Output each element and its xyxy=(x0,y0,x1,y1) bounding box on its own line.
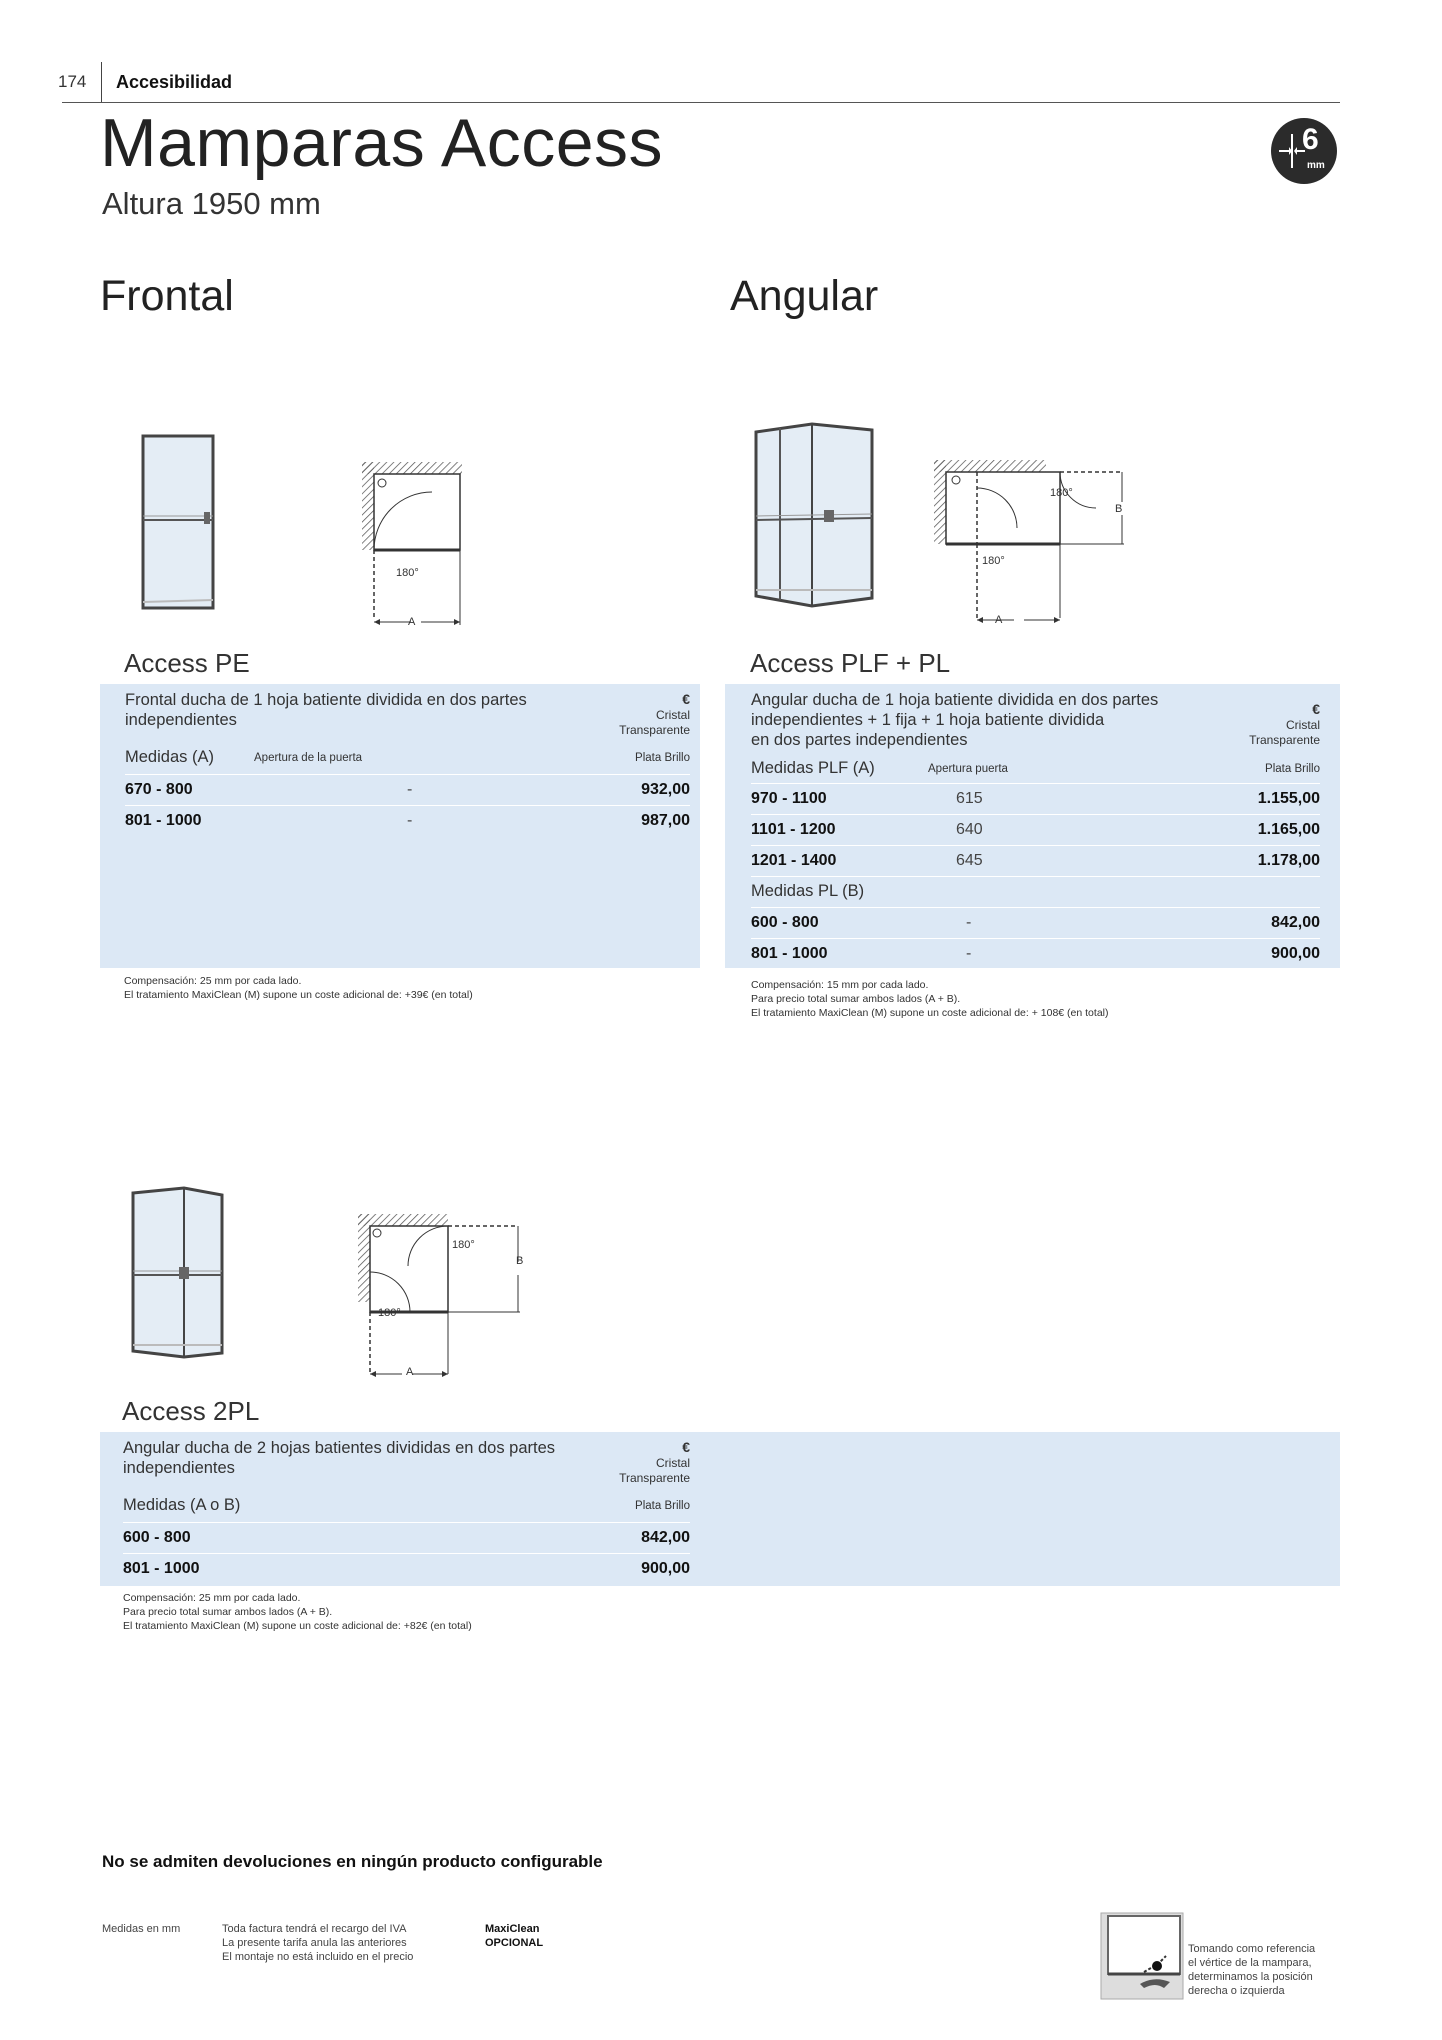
table-row xyxy=(751,845,1320,877)
access-2pl-product-image xyxy=(128,1185,228,1361)
table-row xyxy=(751,814,1320,846)
plf-note-3: El tratamiento MaxiClean (M) supone un coste adicional de: + 108€ (en total) xyxy=(751,1007,1109,1019)
pe-description-line2: independientes xyxy=(125,711,237,729)
2pl-finish: Transparente xyxy=(619,1471,690,1485)
plf-pl-subheader-row xyxy=(751,876,1320,908)
section-angular: Angular xyxy=(730,272,879,320)
plf-row2-price: 1.165,00 xyxy=(1257,821,1320,838)
pe-row2-size: 801 - 1000 xyxy=(125,812,202,829)
plf-angle-label-2: 180° xyxy=(982,555,1005,567)
plf-description-line2: independientes + 1 fija + 1 hoja batiente dividida xyxy=(751,711,1105,729)
pe-row2-opening: - xyxy=(407,812,413,829)
table-row xyxy=(751,783,1320,815)
header-divider xyxy=(101,62,102,102)
table-row xyxy=(123,1522,690,1554)
plf-row3-opening: 645 xyxy=(956,852,983,869)
footer-reference-1: Tomando como referencia xyxy=(1188,1943,1316,1955)
pe-row2-price: 987,00 xyxy=(641,812,690,829)
plf-row2-opening: 640 xyxy=(956,821,983,838)
plf-description-line3: en dos partes independientes xyxy=(751,731,968,749)
plf-note-1: Compensación: 15 mm por cada lado. xyxy=(751,979,929,991)
access-plf-pl-product-image xyxy=(752,420,880,610)
returns-warning: No se admiten devoluciones en ningún producto configurable xyxy=(102,1852,603,1871)
section-frontal: Frontal xyxy=(100,272,234,320)
2pl-a-label: A xyxy=(406,1366,414,1378)
plf-angle-label-1: 180° xyxy=(1050,487,1073,499)
plf-note-2: Para precio total sumar ambos lados (A + B). xyxy=(751,993,961,1005)
plf-b-label: B xyxy=(1115,503,1123,515)
2pl-angle-label-2: 180° xyxy=(378,1307,401,1319)
2pl-row2-price: 900,00 xyxy=(641,1560,690,1577)
page-subtitle: Altura 1950 mm xyxy=(102,186,321,221)
footer-units: Medidas en mm xyxy=(102,1923,181,1935)
pl-row2-opening: - xyxy=(966,945,972,962)
footer-reference-3: determinamos la posición xyxy=(1188,1971,1313,1983)
plf-material: Cristal xyxy=(1285,718,1320,732)
pe-angle-label: 180° xyxy=(396,567,419,579)
plf-row1-size: 970 - 1100 xyxy=(751,790,827,807)
2pl-b-label: B xyxy=(516,1255,524,1267)
pl-row1-price: 842,00 xyxy=(1271,914,1320,931)
footer-term-3: El montaje no está incluido en el precio xyxy=(222,1951,414,1963)
page-number: 174 xyxy=(58,72,87,91)
plf-measure-label: Medidas PLF (A) xyxy=(751,759,875,777)
plf-row1-price: 1.155,00 xyxy=(1257,790,1320,807)
badge-value: 6 xyxy=(1302,123,1319,156)
pl-row1-size: 600 - 800 xyxy=(751,914,819,931)
plf-profile-label: Plata Brillo xyxy=(1265,763,1320,775)
footer-term-2: La presente tarifa anula las anteriores xyxy=(222,1937,407,1949)
pe-row1-size: 670 - 800 xyxy=(125,781,193,798)
access-2pl-name: Access 2PL xyxy=(122,1396,260,1426)
2pl-note-1: Compensación: 25 mm por cada lado. xyxy=(123,1592,301,1604)
pe-note-1: Compensación: 25 mm por cada lado. xyxy=(124,975,302,987)
access-pe-floor-plan xyxy=(360,460,470,635)
access-2pl-floor-plan xyxy=(356,1212,526,1380)
plf-currency: € xyxy=(1312,701,1320,717)
access-pe-product-image xyxy=(140,432,220,616)
thickness-badge xyxy=(1271,118,1337,184)
reference-position-icon xyxy=(1100,1912,1184,2000)
table-row xyxy=(125,774,690,806)
pe-row1-price: 932,00 xyxy=(641,781,690,798)
2pl-currency: € xyxy=(682,1439,690,1455)
2pl-row1-size: 600 - 800 xyxy=(123,1529,191,1546)
pe-measure-label: Medidas (A) xyxy=(125,748,214,766)
page-title: Mamparas Access xyxy=(100,105,664,181)
plf-row3-size: 1201 - 1400 xyxy=(751,852,837,869)
footer-reference-2: el vértice de la mampara, xyxy=(1188,1957,1312,1969)
pl-row2-size: 801 - 1000 xyxy=(751,945,828,962)
pe-finish: Transparente xyxy=(619,723,690,737)
2pl-material: Cristal xyxy=(655,1456,690,1470)
plf-measure-label-2: Medidas PL (B) xyxy=(751,882,865,900)
access-plf-pl-floor-plan xyxy=(932,458,1132,630)
pe-row1-opening: - xyxy=(407,781,413,798)
access-plf-pl-name: Access PLF + PL xyxy=(750,648,951,678)
table-row xyxy=(751,938,1320,970)
pl-row2-price: 900,00 xyxy=(1271,945,1320,962)
pe-currency-block xyxy=(570,692,690,738)
table-row xyxy=(125,805,690,837)
plf-opening-label: Apertura puerta xyxy=(928,763,1008,775)
2pl-angle-label-1: 180° xyxy=(452,1239,475,1251)
pe-opening-label: Apertura de la puerta xyxy=(254,752,363,764)
2pl-row1-price: 842,00 xyxy=(641,1529,690,1546)
2pl-description-line1: Angular ducha de 2 hojas batientes divididas en dos partes xyxy=(123,1439,556,1457)
access-pe-name: Access PE xyxy=(124,648,250,678)
section-label: Accesibilidad xyxy=(116,72,233,92)
pe-note-2: El tratamiento MaxiClean (M) supone un coste adicional de: +39€ (en total) xyxy=(124,989,473,1001)
pe-profile-label: Plata Brillo xyxy=(635,752,690,764)
footer-reference-4: derecha o izquierda xyxy=(1188,1985,1285,1997)
access-plf-pl-price-panel xyxy=(725,684,1340,968)
2pl-note-2: Para precio total sumar ambos lados (A + B). xyxy=(123,1606,333,1618)
table-row xyxy=(751,907,1320,939)
plf-a-label: A xyxy=(995,614,1003,626)
2pl-profile-label: Plata Brillo xyxy=(635,1500,690,1512)
footer-maxiclean-optional: OPCIONAL xyxy=(485,1937,544,1949)
plf-currency-block xyxy=(1200,702,1320,748)
badge-unit: mm xyxy=(1307,160,1325,171)
plf-row2-size: 1101 - 1200 xyxy=(751,821,836,838)
pe-description-line1: Frontal ducha de 1 hoja batiente dividida en dos partes xyxy=(125,691,527,709)
pe-currency: € xyxy=(682,691,690,707)
2pl-description-line2: independientes xyxy=(123,1459,235,1477)
pl-row1-opening: - xyxy=(966,914,972,931)
2pl-row2-size: 801 - 1000 xyxy=(123,1560,200,1577)
access-2pl-price-panel xyxy=(100,1432,1340,1586)
2pl-currency-block xyxy=(570,1440,690,1486)
table-row xyxy=(123,1553,690,1585)
plf-row3-price: 1.178,00 xyxy=(1257,852,1320,869)
2pl-measure-label: Medidas (A o B) xyxy=(123,1496,241,1514)
pe-a-label: A xyxy=(408,616,416,628)
footer-maxiclean: MaxiClean xyxy=(485,1923,540,1935)
plf-description-line1: Angular ducha de 1 hoja batiente dividida en dos partes xyxy=(751,691,1159,709)
access-pe-price-panel xyxy=(100,684,700,968)
footer-term-1: Toda factura tendrá el recargo del IVA xyxy=(222,1923,407,1935)
pe-material: Cristal xyxy=(655,708,690,722)
plf-finish: Transparente xyxy=(1249,733,1320,747)
header-rule xyxy=(62,102,1340,103)
2pl-note-3: El tratamiento MaxiClean (M) supone un coste adicional de: +82€ (en total) xyxy=(123,1620,472,1632)
plf-row1-opening: 615 xyxy=(956,790,983,807)
